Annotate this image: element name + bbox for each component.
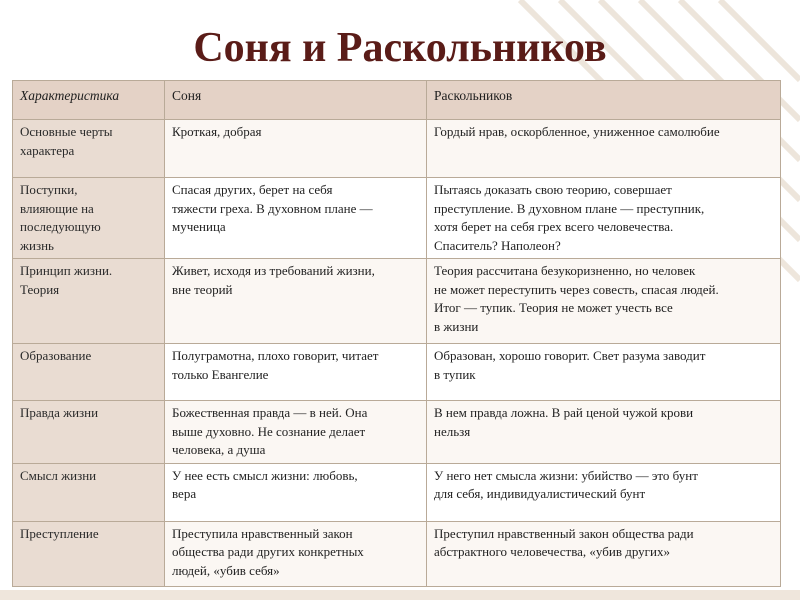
table-row (13, 178, 781, 259)
table-header-row (13, 81, 781, 120)
sonya-cell: Божественная правда — в ней. Она выше духовно. Не сознание делает человека, а душа (165, 401, 427, 464)
row-label: Принцип жизни. Теория (13, 259, 165, 344)
sonya-cell: Кроткая, добрая (165, 120, 427, 178)
table-row (13, 521, 781, 586)
raskolnikov-cell: Преступил нравственный закон общества ради абстрактного человечества, «убив других» (427, 521, 781, 586)
raskolnikov-cell: Теория рассчитана безукоризненно, но человек не может переступить через совесть, спасая людей. Итог — тупик. Теория не может учесть все в жизни (427, 259, 781, 344)
row-label: Основные черты характера (13, 120, 165, 178)
table-row (13, 120, 781, 178)
raskolnikov-cell: В нем правда ложна. В рай ценой чужой крови нельзя (427, 401, 781, 464)
header-characteristic: Характеристика (13, 81, 165, 120)
table-row (13, 463, 781, 521)
row-label: Образование (13, 344, 165, 401)
row-label: Смысл жизни (13, 463, 165, 521)
row-label: Поступки, влияющие на последующую жизнь (13, 178, 165, 259)
raskolnikov-cell: Пытаясь доказать свою теорию, совершает преступление. В духовном плане — преступник, хотя берет на себя грех всего человечества. Спаситель? Наполеон? (427, 178, 781, 259)
table-row (13, 344, 781, 401)
comparison-table (12, 80, 781, 587)
header-raskolnikov: Раскольников (427, 81, 781, 120)
sonya-cell: Спасая других, берет на себя тяжести греха. В духовном плане — мученица (165, 178, 427, 259)
raskolnikov-cell: Гордый нрав, оскорбленное, униженное самолюбие (427, 120, 781, 178)
sonya-cell: У нее есть смысл жизни: любовь, вера (165, 463, 427, 521)
raskolnikov-cell: Образован, хорошо говорит. Свет разума заводит в тупик (427, 344, 781, 401)
row-label: Преступление (13, 521, 165, 586)
sonya-cell: Живет, исходя из требований жизни, вне теорий (165, 259, 427, 344)
raskolnikov-cell: У него нет смысла жизни: убийство — это бунт для себя, индивидуалистический бунт (427, 463, 781, 521)
sonya-cell: Полуграмотна, плохо говорит, читает только Евангелие (165, 344, 427, 401)
table-row (13, 259, 781, 344)
table-row (13, 401, 781, 464)
slide-title: Соня и Раскольников (193, 25, 607, 71)
row-label: Правда жизни (13, 401, 165, 464)
bottom-accent-bar (0, 590, 800, 600)
sonya-cell: Преступила нравственный закон общества ради других конкретных людей, «убив себя» (165, 521, 427, 586)
header-sonya: Соня (165, 81, 427, 120)
